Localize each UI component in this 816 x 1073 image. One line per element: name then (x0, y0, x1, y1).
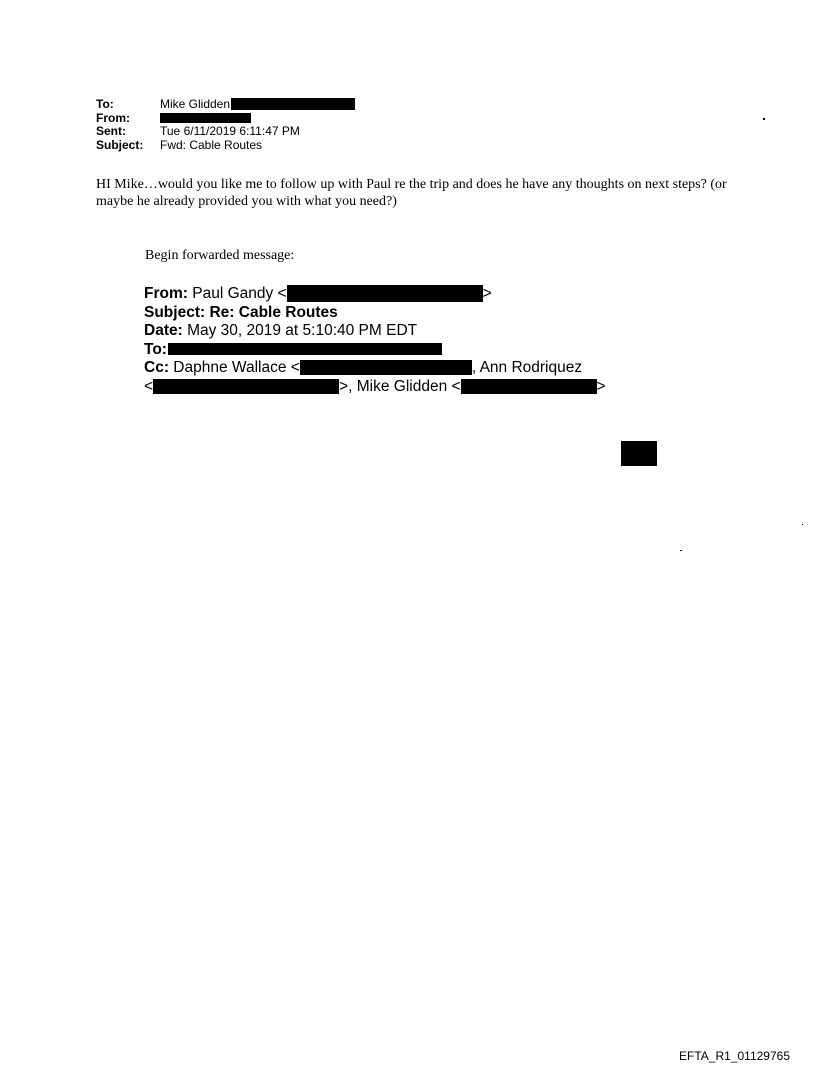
from-row (96, 112, 355, 126)
fwd-cc-label: Cc: (144, 359, 169, 376)
scan-speck (802, 524, 803, 525)
redaction-box (461, 379, 597, 394)
fwd-to-row (144, 341, 606, 360)
fwd-subject-row (144, 304, 606, 323)
to-label: To: (96, 97, 114, 111)
document-id: EFTA_R1_01129765 (679, 1049, 790, 1063)
to-row (96, 98, 355, 112)
redaction-box (231, 98, 355, 110)
subject-value: Fwd: Cable Routes (160, 137, 263, 152)
redaction-box (160, 113, 251, 123)
forwarded-header (144, 285, 606, 396)
subject-label: Subject: (96, 137, 144, 152)
fwd-date-value: May 30, 2019 at 5:10:40 PM EDT (187, 322, 418, 339)
fwd-cc-row-2 (144, 378, 606, 397)
fwd-cc-line2-start: < (144, 377, 154, 395)
fwd-cc-line2-mid: >, Mike Glidden < (339, 377, 461, 395)
scan-speck (763, 118, 765, 120)
fwd-cc-name1: Daphne Wallace < (173, 359, 300, 376)
redaction-box (621, 441, 657, 466)
redaction-box (287, 285, 483, 302)
redaction-box (153, 379, 339, 394)
redaction-box (168, 343, 442, 355)
scan-speck (680, 550, 682, 551)
fwd-from-label: From: (144, 285, 188, 302)
fwd-date-label: Date: (144, 322, 183, 339)
fwd-cc-line2-end: > (596, 377, 606, 395)
sent-row (96, 125, 355, 139)
to-value: Mike Glidden (160, 97, 231, 111)
forwarded-intro: Begin forwarded message: (145, 248, 295, 263)
from-label: From: (96, 110, 130, 125)
email-header (96, 98, 355, 152)
fwd-subject-value: Re: Cable Routes (209, 303, 338, 321)
message-body: HI Mike…would you like me to follow up with Paul re the trip and does he have any thoughts on next steps? (or maybe he already provided you with what you need?) (96, 177, 727, 209)
fwd-from-close: > (482, 285, 492, 302)
fwd-to-label: To: (144, 340, 167, 358)
fwd-date-row (144, 322, 606, 341)
fwd-cc-after1: , Ann Rodriquez (471, 359, 583, 376)
sent-label: Sent: (96, 124, 126, 138)
fwd-subject-label: Subject: (144, 303, 206, 321)
sent-value: Tue 6/11/2019 6:11:47 PM (160, 124, 300, 138)
fwd-from-row (144, 285, 606, 304)
fwd-from-value: Paul Gandy < (192, 285, 287, 302)
fwd-cc-row (144, 359, 606, 378)
redaction-box (300, 360, 472, 375)
subject-row (96, 139, 355, 153)
